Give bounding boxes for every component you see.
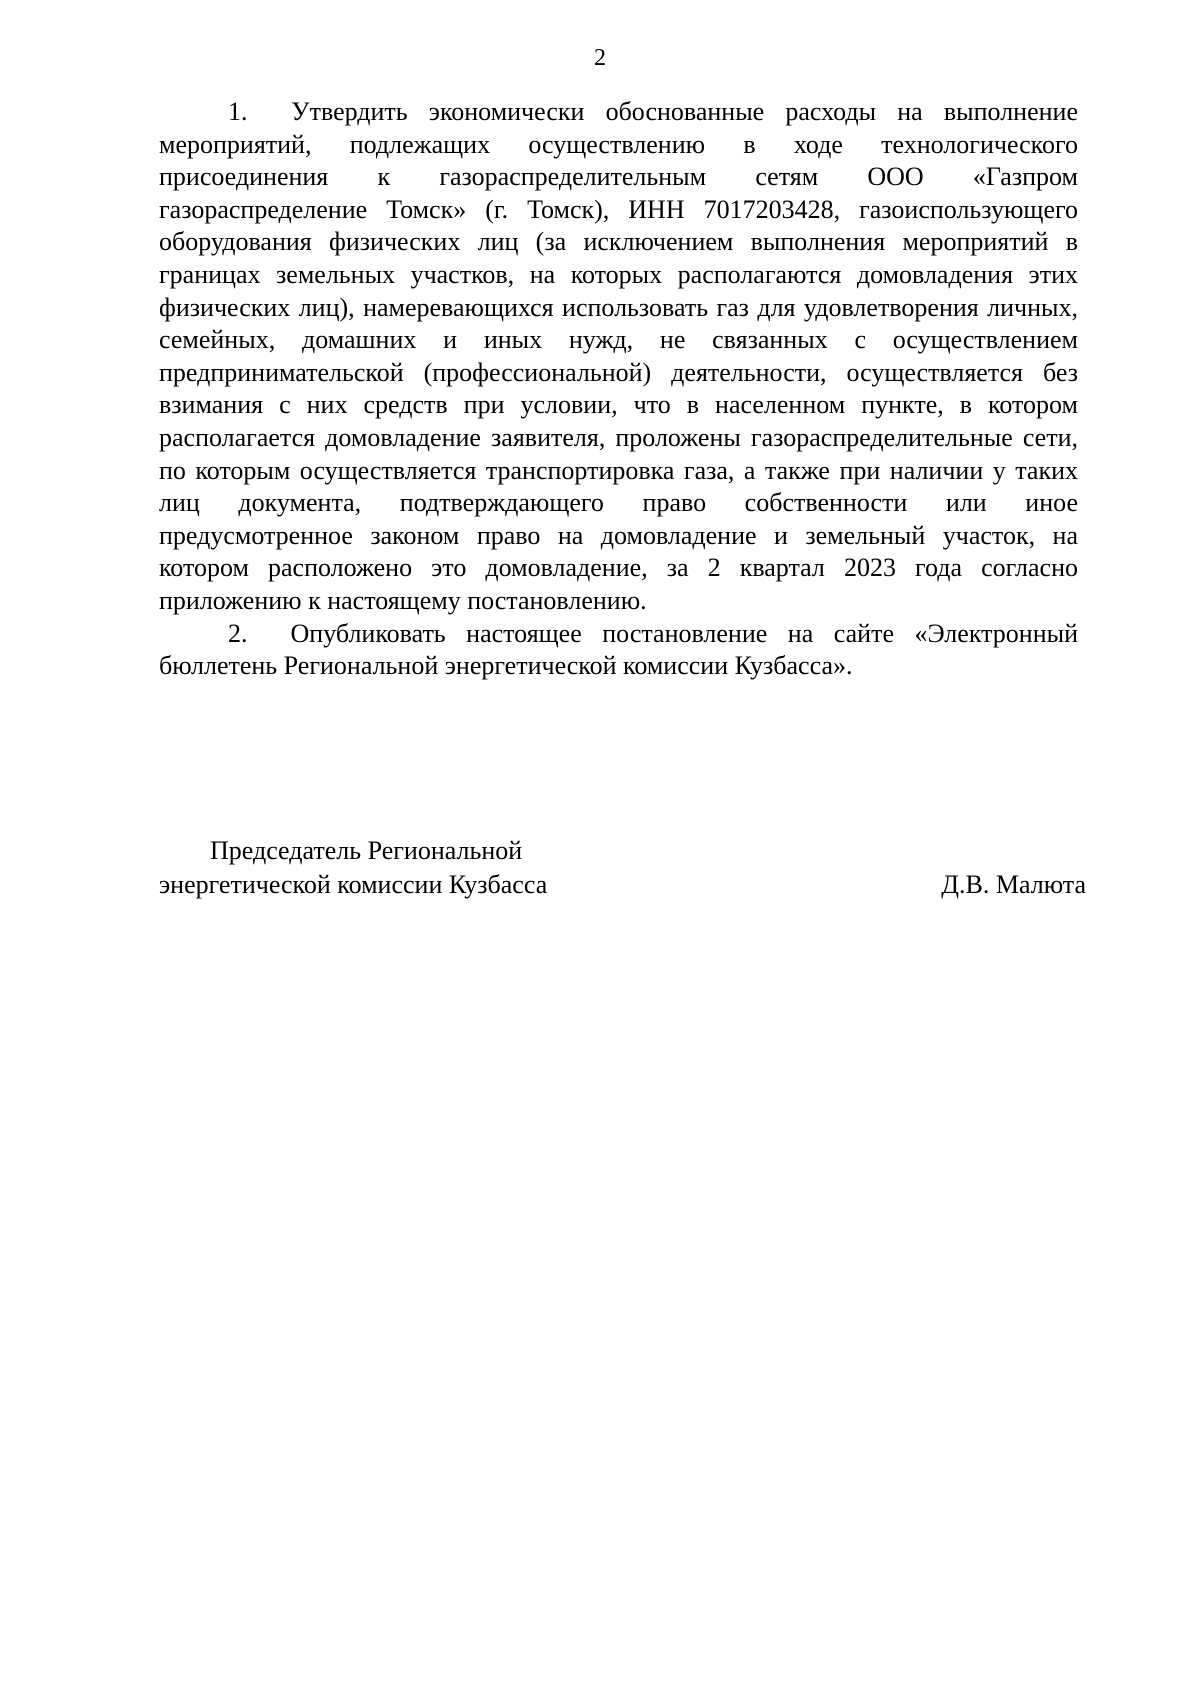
paragraph-2 bbox=[159, 618, 1078, 683]
paragraph-1-text: Утвердить экономически обоснованные расходы на выполнение мероприятий, подлежащих осуществлению в ходе технологического присоединения к газораспределительным сетям ООО «Газпром газораспределение Томск» (г. Томск), ИНН 7017203428, газоиспользующего оборудования физических лиц (за исключением выполнения мероприятий в границах земельных участков, на которых располагаются домовладения этих физических лиц), намеревающихся использовать газ для удовлетворения личных, семейных, домашних и иных нужд, не связанных с осуществлением предпринимательской (профессиональной) деятельности, осуществляется без взимания с них средств при условии, что в населенном пункте, в котором располагается домовладение заявителя, проложены газораспределительные сети, по которым осуществляется транспортировка газа, а также при наличии у таких лиц документа, подтверждающего право собственности или иное предусмотренное законом право на домовладение и земельный участок, на котором расположено это домовладение, за 2 квартал 2023 года согласно приложению к настоящему постановлению. bbox=[159, 97, 1078, 615]
document-body bbox=[159, 96, 1078, 683]
paragraph-1 bbox=[159, 96, 1078, 618]
signer-position-line-2: энергетической комиссии Кузбасса bbox=[159, 870, 548, 899]
paragraph-2-text: Опубликовать настоящее постановление на сайте «Электронный бюллетень Региональной энергетической комиссии Кузбасса». bbox=[159, 618, 1079, 681]
signer-position-line-1: Председатель Региональной bbox=[210, 836, 523, 865]
signer-position bbox=[159, 834, 547, 902]
paragraph-2-number: 2. bbox=[228, 618, 248, 648]
signer-name: Д.В. Малюта bbox=[941, 870, 1086, 899]
page-number: 2 bbox=[594, 45, 606, 71]
paragraph-1-number: 1. bbox=[228, 97, 248, 126]
